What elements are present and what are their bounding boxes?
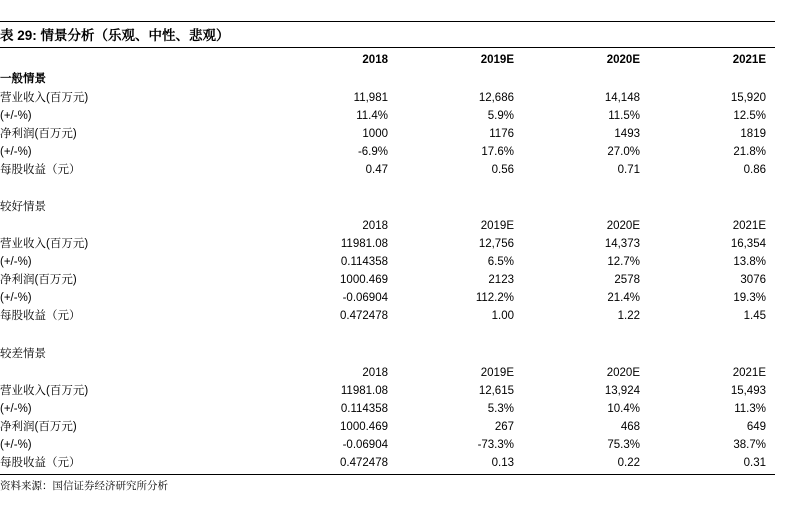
- table-cell: 5.3%: [487, 403, 514, 415]
- section-title: [0, 198, 775, 216]
- section-column-header-row: [0, 364, 775, 382]
- table-cell: 27.0%: [607, 146, 640, 158]
- table-cell: 12,686: [478, 92, 514, 104]
- table-cell: 10.4%: [607, 403, 640, 415]
- table-cell: 1000.469: [340, 274, 388, 286]
- table-cell: 0.31: [743, 457, 766, 469]
- table-cell: 267: [494, 421, 514, 433]
- table-cell: 21.4%: [607, 292, 640, 304]
- row-label: (+/-%): [0, 146, 32, 158]
- table-cell: 16,354: [730, 238, 766, 250]
- row-label: 每股收益（元）: [0, 457, 81, 469]
- table-cell: 1.00: [491, 310, 514, 322]
- table-row: [0, 436, 775, 454]
- table-cell: 11981.08: [340, 238, 388, 250]
- table-cell: 0.13: [491, 457, 514, 469]
- table-cell: 0.472478: [340, 310, 388, 322]
- table-cell: 14,148: [604, 92, 640, 104]
- table-row: [0, 89, 775, 107]
- table-cell: 1176: [489, 128, 514, 140]
- table-cell: 112.2%: [475, 292, 514, 304]
- table-cell: 17.6%: [481, 146, 514, 158]
- row-label: (+/-%): [0, 439, 32, 451]
- column-header: 2018: [362, 220, 388, 232]
- table-cell: 11,981: [353, 92, 388, 104]
- row-label: (+/-%): [0, 403, 32, 415]
- row-label: 营业收入(百万元): [0, 92, 89, 104]
- table-cell: -73.3%: [477, 439, 514, 451]
- table-row: [0, 454, 775, 472]
- table-cell: 1819: [740, 128, 766, 140]
- table-row: [0, 161, 775, 179]
- table-cell: 11.4%: [356, 110, 388, 122]
- section-title: [0, 70, 775, 88]
- row-label: (+/-%): [0, 110, 32, 122]
- section-title-label: 较好情景: [0, 201, 46, 213]
- row-label: 每股收益（元）: [0, 310, 81, 322]
- column-header-row: [0, 51, 775, 69]
- table-cell: 0.56: [491, 164, 514, 176]
- table-row: [0, 400, 775, 418]
- column-header: 2021E: [732, 367, 766, 379]
- table-row: [0, 418, 775, 436]
- table-cell: 11981.08: [340, 385, 388, 397]
- table-row: [0, 253, 775, 271]
- table-cell: 1000: [362, 128, 388, 140]
- column-header: 2018: [362, 54, 388, 66]
- table-cell: 11.5%: [608, 110, 640, 122]
- column-header: 2019E: [480, 220, 514, 232]
- table-cell: 0.472478: [340, 457, 388, 469]
- section-title-label: 一般情景: [0, 73, 46, 85]
- table-cell: 1000.469: [340, 421, 388, 433]
- table-cell: 2123: [488, 274, 514, 286]
- row-label: 营业收入(百万元): [0, 238, 89, 250]
- table-cell: 0.47: [365, 164, 388, 176]
- row-label: 每股收益（元）: [0, 164, 81, 176]
- column-header: 2020E: [606, 220, 640, 232]
- table-title: 表 29: 情景分析（乐观、中性、悲观）: [0, 28, 230, 43]
- table-row: [0, 289, 775, 307]
- table-cell: 75.3%: [607, 439, 640, 451]
- table-cell: 15,493: [730, 385, 766, 397]
- table-cell: -0.06904: [342, 439, 388, 451]
- table-cell: 13,924: [604, 385, 640, 397]
- table-cell: -6.9%: [357, 146, 388, 158]
- table-cell: 0.22: [617, 457, 640, 469]
- table-row: [0, 107, 775, 125]
- table-cell: 14,373: [604, 238, 640, 250]
- table-cell: 0.86: [743, 164, 766, 176]
- table-row: [0, 307, 775, 325]
- table-cell: 1493: [614, 128, 640, 140]
- table-cell: 12,615: [478, 385, 514, 397]
- table-cell: 1.45: [743, 310, 766, 322]
- table-row: [0, 125, 775, 143]
- table-cell: 12.7%: [607, 256, 640, 268]
- table-cell: 0.114358: [340, 256, 388, 268]
- column-header: 2021E: [732, 220, 766, 232]
- table-cell: 468: [620, 421, 640, 433]
- table-cell: 0.71: [617, 164, 640, 176]
- table-cell: 13.8%: [733, 256, 766, 268]
- table-cell: 19.3%: [733, 292, 766, 304]
- table-cell: 649: [746, 421, 766, 433]
- table-cell: 15,920: [730, 92, 766, 104]
- column-header: 2021E: [732, 54, 766, 66]
- table-cell: 11.3%: [734, 403, 766, 415]
- section-title: [0, 345, 775, 363]
- table-cell: 38.7%: [733, 439, 766, 451]
- table-cell: 12.5%: [733, 110, 766, 122]
- row-label: 净利润(百万元): [0, 274, 77, 286]
- table-row: [0, 382, 775, 400]
- row-label: 营业收入(百万元): [0, 385, 89, 397]
- row-label: 净利润(百万元): [0, 128, 77, 140]
- column-header: 2019E: [480, 54, 514, 66]
- row-label: (+/-%): [0, 256, 32, 268]
- table-cell: 0.114358: [340, 403, 388, 415]
- section-column-header-row: [0, 217, 775, 235]
- table-cell: 2578: [614, 274, 640, 286]
- table-cell: 12,756: [478, 238, 514, 250]
- table-cell: 5.9%: [487, 110, 514, 122]
- table-cell: 3076: [740, 274, 766, 286]
- row-label: 净利润(百万元): [0, 421, 77, 433]
- source-note: 资料来源：国信证券经济研究所分析: [0, 480, 168, 492]
- table-row: [0, 235, 775, 253]
- header-rule: [0, 47, 775, 48]
- column-header: 2019E: [480, 367, 514, 379]
- bottom-rule: [0, 474, 775, 475]
- column-header: 2020E: [606, 367, 640, 379]
- table-row: [0, 271, 775, 289]
- table-cell: 1.22: [617, 310, 640, 322]
- table-cell: 21.8%: [733, 146, 766, 158]
- table-cell: 6.5%: [487, 256, 514, 268]
- section-title-label: 较差情景: [0, 348, 46, 360]
- column-header: 2020E: [606, 54, 640, 66]
- top-rule: [0, 21, 775, 22]
- row-label: (+/-%): [0, 292, 32, 304]
- column-header: 2018: [362, 367, 388, 379]
- table-row: [0, 143, 775, 161]
- table-cell: -0.06904: [342, 292, 388, 304]
